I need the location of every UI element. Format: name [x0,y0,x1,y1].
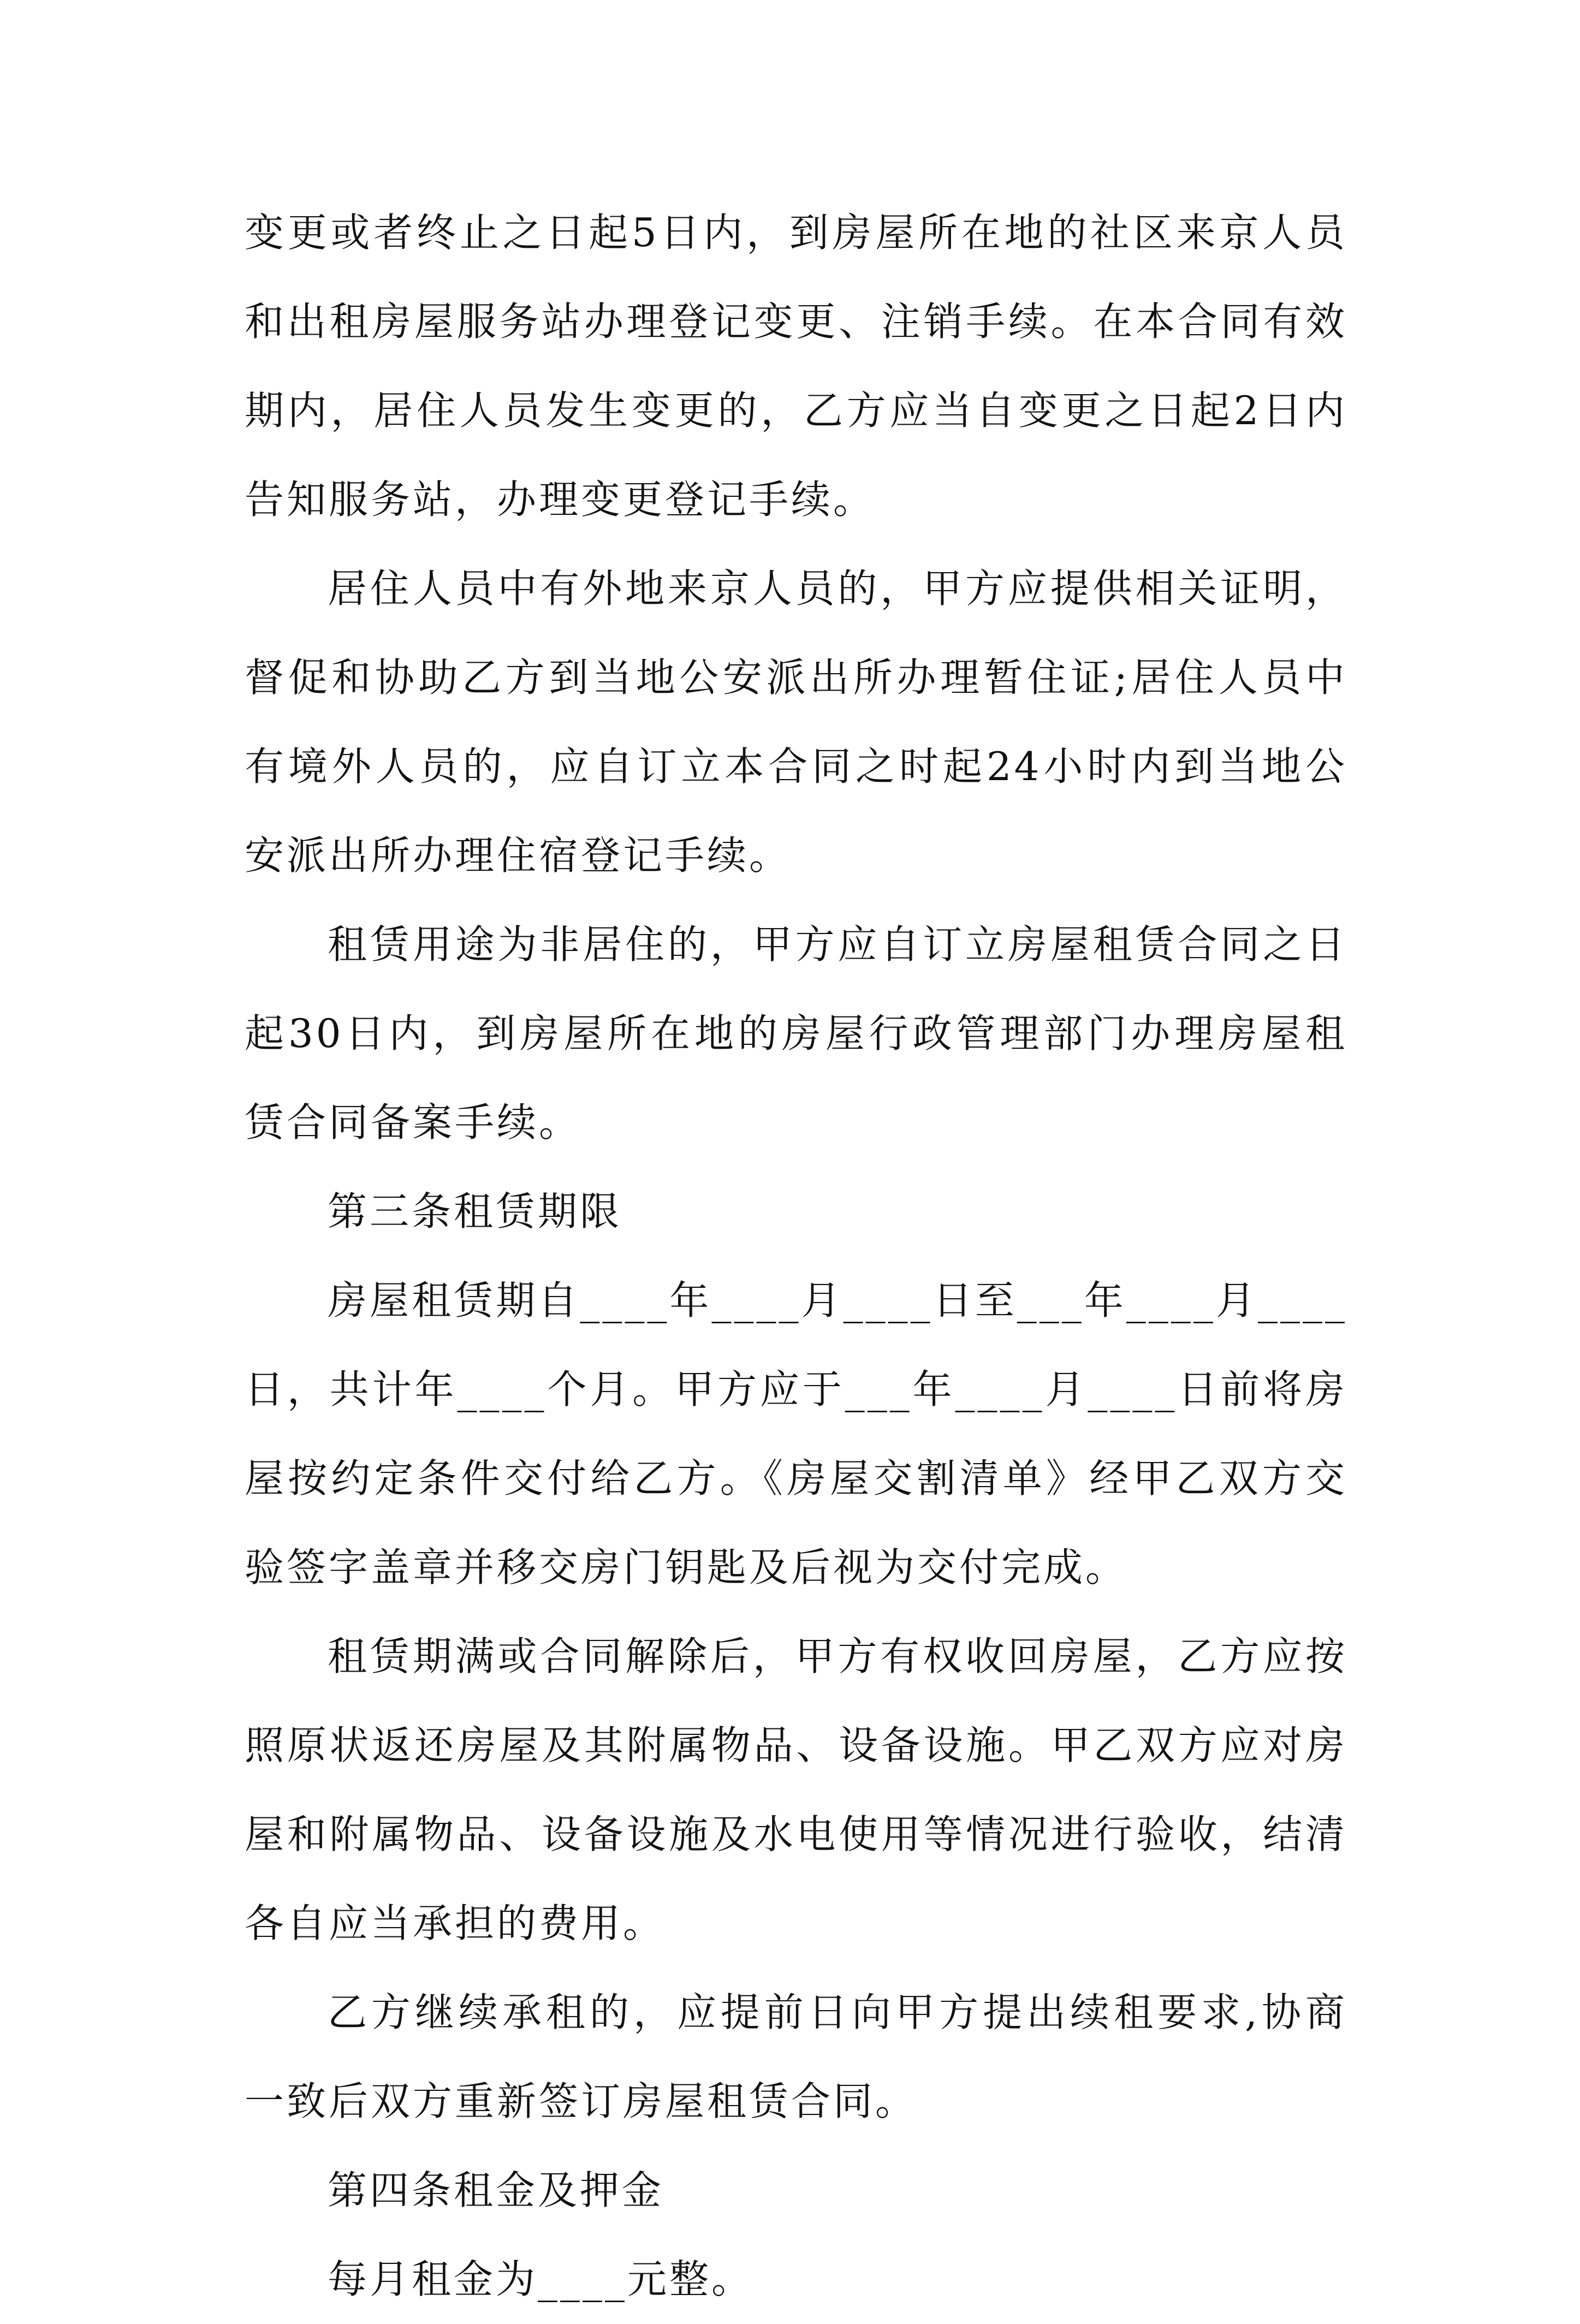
heading-article-4-rent-deposit: 第四条租金及押金 [328,2167,664,2213]
paragraph-outside-residents: 居住人员中有外地来京人员的，甲方应提供相关证明，督促和协助乙方到当地公安派出所办理暂住证;居住人员中有境外人员的，应自订立本合同之时起24小时内到当地公安派出所办理住宿登记手续。 [245,566,1347,878]
paragraph-lease-expiry: 租赁期满或合同解除后，甲方有权收回房屋，乙方应按照原状返还房屋及其附属物品、设备设施。甲乙双方应对房屋和附属物品、设备设施及水电使用等情况进行验收，结清各自应当承担的费用。 [245,1633,1347,1946]
paragraph-lease-period: 房屋租赁期自____年____月____日至___年____月____日，共计年____个月。甲方应于___年____月____日前将房屋按约定条件交付给乙方。《房屋交割清单》经甲乙双方交验签字盖章并移交房门钥匙及后视为交付完成。 [245,1277,1347,1590]
heading-article-3-lease-term: 第三条租赁期限 [328,1188,622,1234]
paragraph-monthly-rent: 每月租金为____元整。 [328,2256,754,2302]
document-body [245,188,1347,2324]
paragraph-lease-renewal: 乙方继续承租的，应提前日向甲方提出续租要求,协商一致后双方重新签订房屋租赁合同。 [245,1989,1347,2124]
paragraph-non-residential-use: 租赁用途为非居住的，甲方应自订立房屋租赁合同之日起30日内，到房屋所在地的房屋行政管理部门办理房屋租赁合同备案手续。 [245,922,1347,1145]
paragraph-registration-change: 变更或者终止之日起5日内，到房屋所在地的社区来京人员和出租房屋服务站办理登记变更、注销手续。在本合同有效期内，居住人员发生变更的，乙方应当自变更之日起2日内告知服务站，办理变更登记手续。 [245,210,1347,522]
